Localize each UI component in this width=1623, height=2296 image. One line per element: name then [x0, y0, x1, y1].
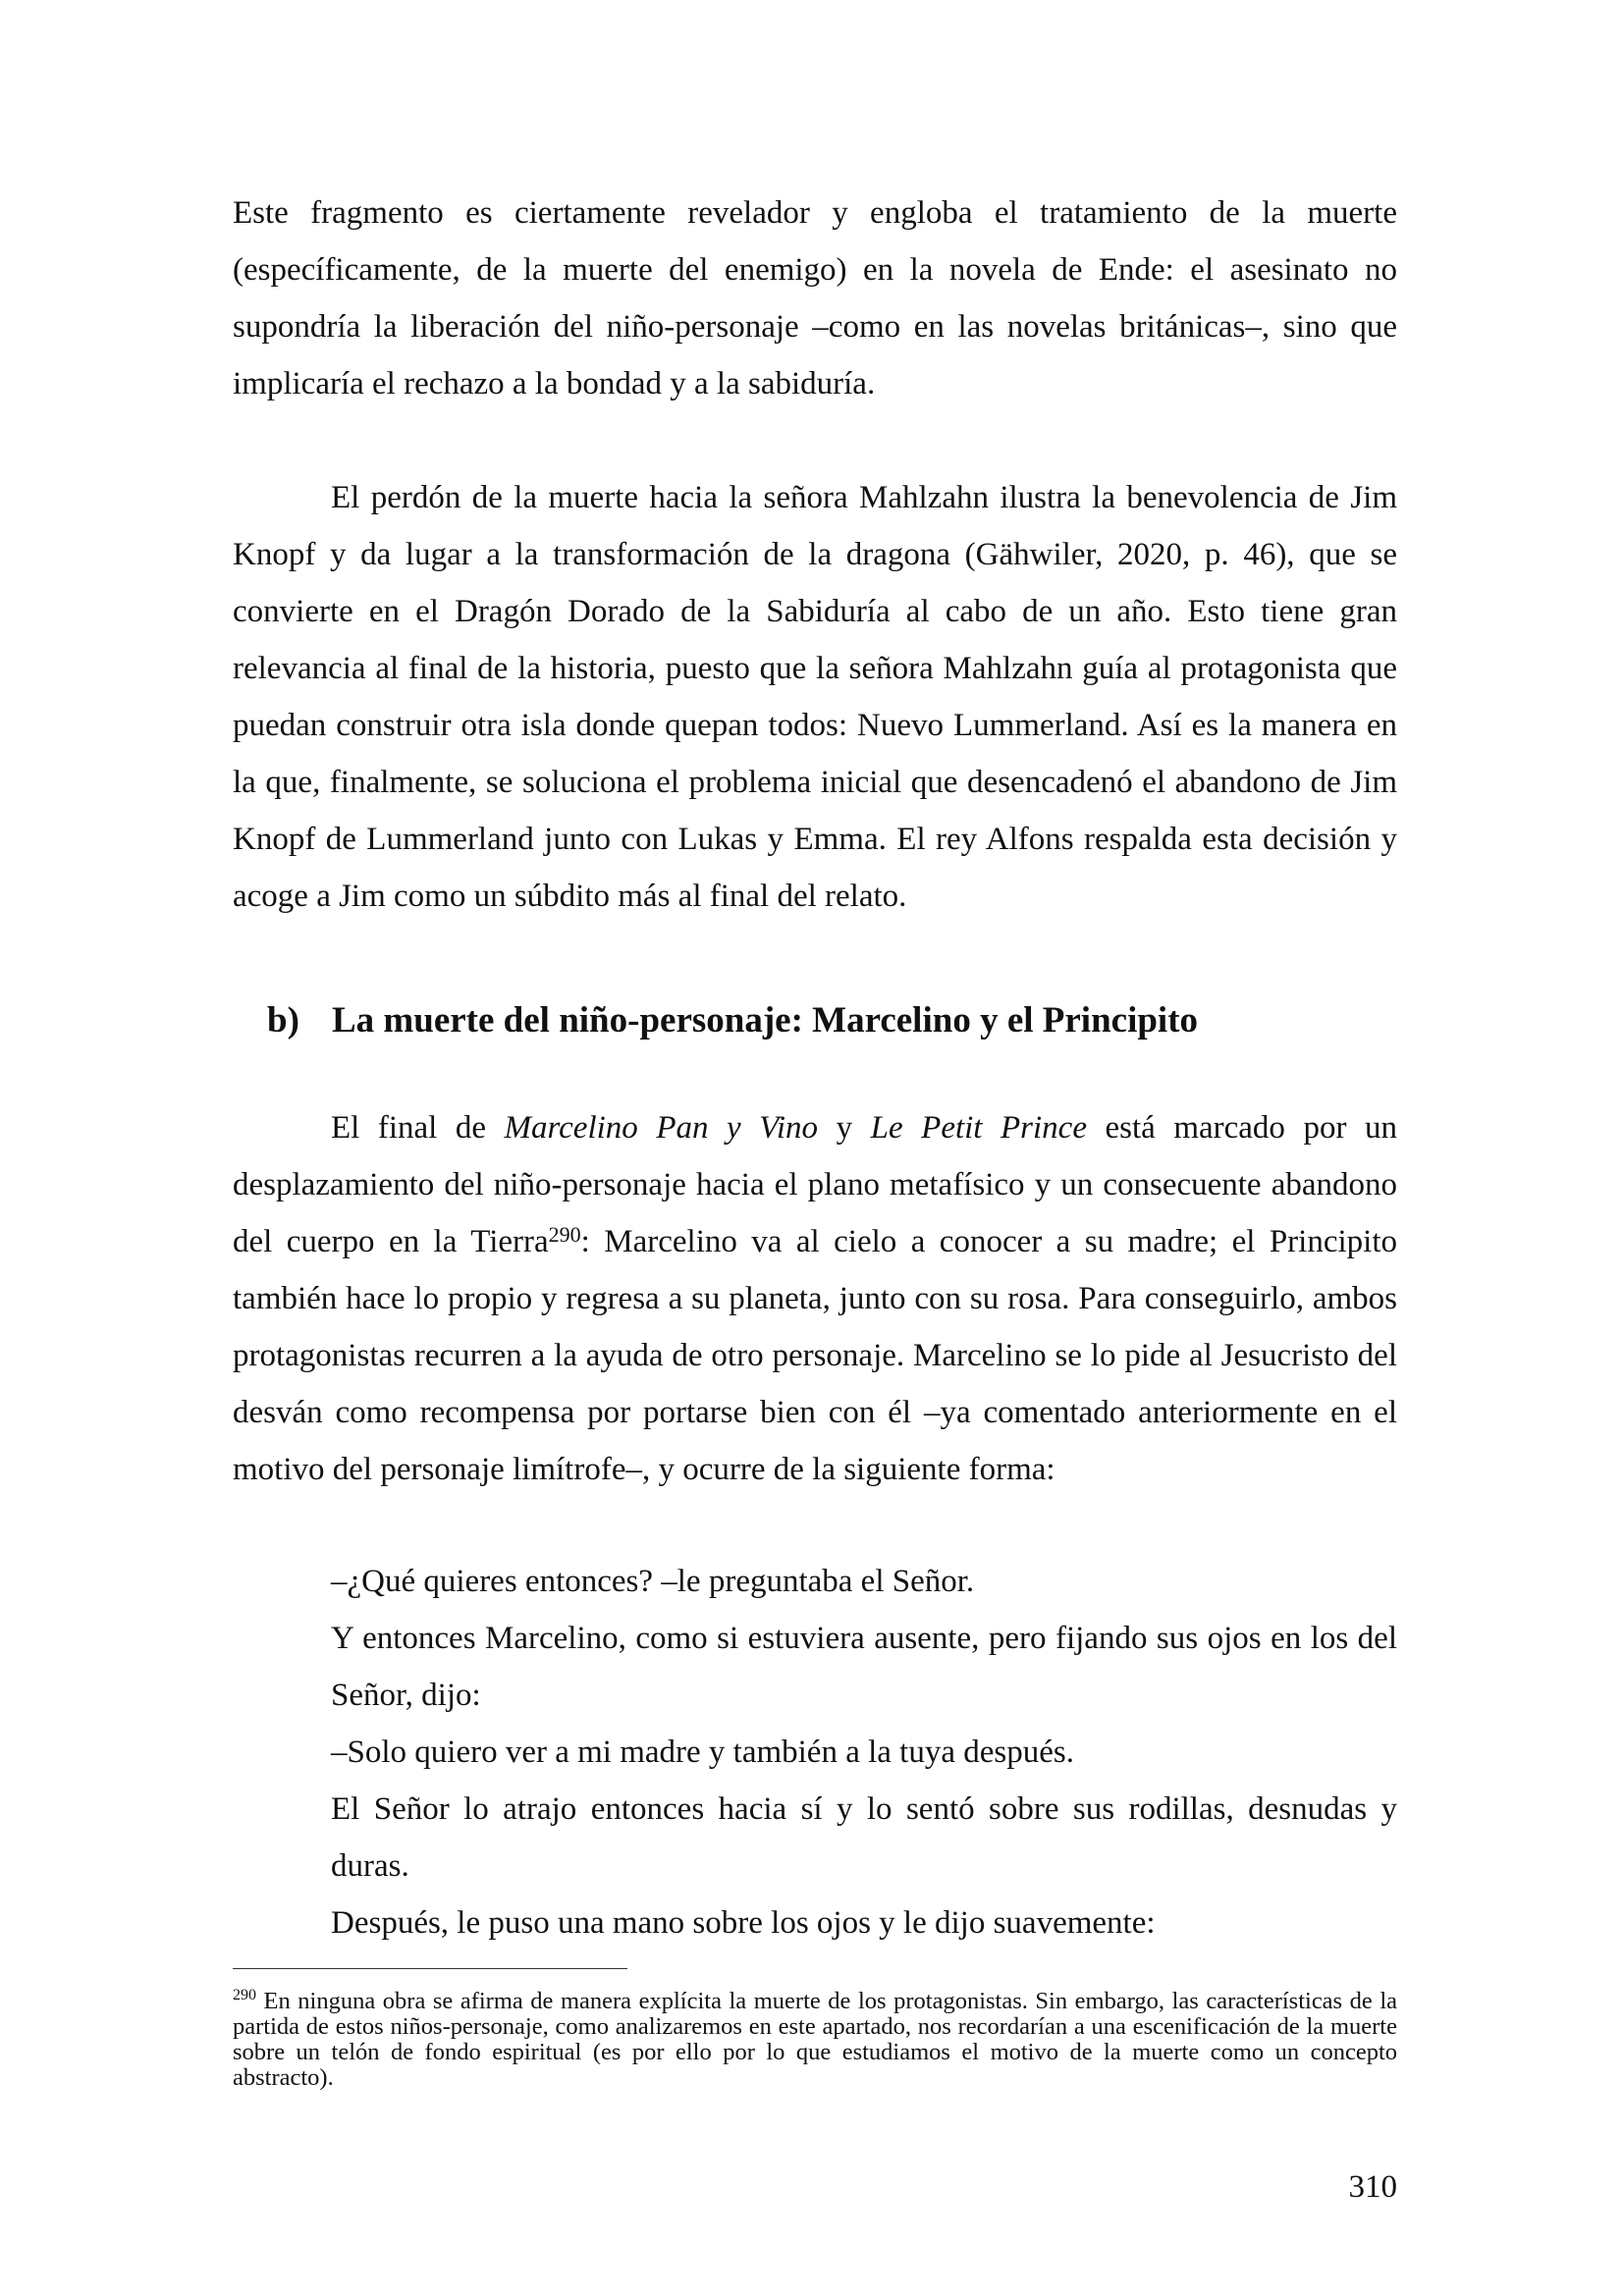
footnote-separator — [233, 1968, 627, 1969]
footnote-reference[interactable]: 290 — [548, 1222, 581, 1247]
section-marker: b) — [267, 1000, 299, 1041]
quote-line: El Señor lo atrajo entonces hacia sí y lo sentó sobre sus rodillas, desnudas y duras. — [331, 1791, 1397, 1884]
paragraph-text: Este fragmento es ciertamente revelador y engloba el tratamiento de la muerte (específicamente, de la muerte del enemigo) en la novela de Ende: el asesinato no supondría la liberación del niño-personaje –como en las novelas británicas–, sino que implicaría el rechazo a la bondad y a la sabiduría. — [233, 195, 1397, 401]
footnote-number: 290 — [233, 1986, 256, 2003]
section-heading — [267, 992, 1198, 1049]
paragraph-intro — [233, 185, 1397, 412]
block-quote — [331, 1553, 1397, 1951]
quote-line: Y entonces Marcelino, como si estuviera ausente, pero fijando sus ojos en los del Señor, dijo: — [331, 1621, 1397, 1713]
quote-line: –Solo quiero ver a mi madre y también a la tuya después. — [331, 1735, 1074, 1770]
text-run: está marcado por un desplazamiento del niño-personaje hacia el plano metafísico y un consecuente abandono del cuerpo en la Tierra — [233, 1110, 1397, 1259]
book-title: Marcelino Pan y Vino — [504, 1110, 819, 1146]
paragraph-text: El perdón de la muerte hacia la señora Mahlzahn ilustra la benevolencia de Jim Knopf y da lugar a la transformación de la dragona (Gähwiler, 2020, p. 46), que se convierte en el Dragón Dorado de la Sabiduría al cabo de un año. Esto tiene gran relevancia al final de la historia, puesto que la señora Mahlzahn guía al protagonista que puedan construir otra isla donde quepan todos: Nuevo Lummerland. Así es la manera en la que, finalmente, se soluciona el problema inicial que desencadenó el abandono de Jim Knopf de Lummerland junto con Lukas y Emma. El rey Alfons respalda esta decisión y acoge a Jim como un súbdito más al final del relato. — [233, 480, 1397, 914]
text-run: : Marcelino va al cielo a conocer a su madre; el Principito también hace lo propio y regresa a su planeta, junto con su rosa. Para conseguirlo, ambos protagonistas recurren a la ayuda de otro personaje. Marcelino se lo pide al Jesucristo del desván como recompensa por portarse bien con él –ya comentado anteriormente en el motivo del personaje limítrofe–, y ocurre de la siguiente forma: — [233, 1224, 1397, 1487]
book-title: Le Petit Prince — [870, 1110, 1087, 1146]
paragraph-marcelino — [233, 1099, 1397, 1498]
paragraph-mahlzahn — [233, 469, 1397, 925]
quote-line: –¿Qué quieres entonces? –le preguntaba el Señor. — [331, 1564, 975, 1599]
footnote — [233, 1986, 1397, 2091]
text-run: El final de — [331, 1110, 505, 1146]
page-number: 310 — [1348, 2169, 1397, 2205]
quote-line: Después, le puso una mano sobre los ojos y le dijo suavemente: — [331, 1905, 1156, 1941]
text-run: y — [818, 1110, 871, 1146]
footnote-text: En ninguna obra se afirma de manera explícita la muerte de los protagonistas. Sin embargo, las características de la partida de estos niños-personaje, como analizaremos en este apartado, nos recordarían a una escenificación de la muerte sobre un telón de fondo espiritual (es por ello por lo que estudiamos el motivo de la muerte como un concepto abstracto). — [233, 1988, 1397, 2091]
paragraph-text — [233, 1099, 1397, 1498]
section-title: La muerte del niño-personaje: Marcelino y el Principito — [332, 1000, 1199, 1041]
